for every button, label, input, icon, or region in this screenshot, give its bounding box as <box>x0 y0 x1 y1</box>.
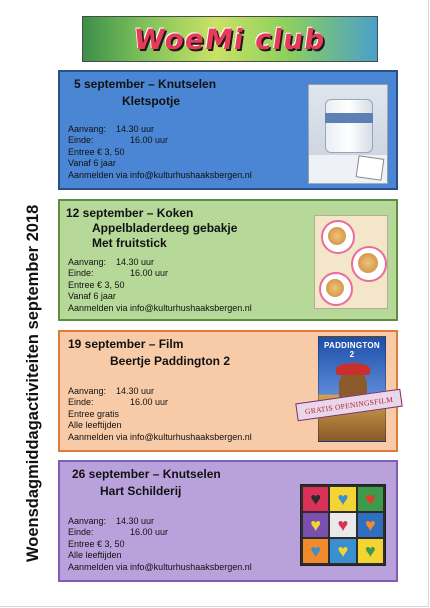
heart-icon: ♥ <box>310 541 321 561</box>
heart-tile <box>330 539 355 563</box>
signup-text: Aanmelden via info@kulturhushaaksbergen.nl <box>68 431 252 442</box>
card-subheading: Kletspotje <box>122 94 181 108</box>
hearts-painting-photo <box>300 484 386 566</box>
activity-card-appelbladerdeeg <box>58 199 398 321</box>
card-details <box>68 124 252 181</box>
einde-label: Einde: <box>68 135 94 146</box>
heart-icon: ♥ <box>337 515 349 535</box>
entree-text: Entree € 3, 50 <box>68 279 125 290</box>
free-film-ribbon: GRATIS OPENINGSFILM <box>295 389 402 422</box>
card-heading: 12 september – Koken <box>66 206 194 220</box>
heart-tile <box>330 513 355 537</box>
aanvang-label: Aanvang: <box>68 516 107 526</box>
einde-value: 16.00 uur <box>130 527 169 538</box>
paddington-poster <box>318 336 386 442</box>
heart-icon: ♥ <box>364 489 376 509</box>
einde-value: 16.00 uur <box>130 397 169 408</box>
age-text: Vanaf 6 jaar <box>68 158 116 169</box>
heart-tile <box>303 539 328 563</box>
aanvang-label: Aanvang: <box>68 386 107 396</box>
einde-label: Einde: <box>68 268 94 279</box>
jar-photo <box>308 84 388 184</box>
heart-tile <box>358 539 383 563</box>
aanvang-value: 14.30 uur <box>116 516 155 526</box>
heart-icon: ♥ <box>364 541 376 561</box>
heart-tile <box>358 513 383 537</box>
activity-card-hart-schilderij <box>58 460 398 582</box>
heart-tile <box>330 487 355 511</box>
heart-icon: ♥ <box>337 489 349 509</box>
heart-icon: ♥ <box>364 515 376 535</box>
heart-icon: ♥ <box>310 515 321 535</box>
aanvang-value: 14.30 uur <box>116 386 155 396</box>
aanvang-label: Aanvang: <box>68 124 107 134</box>
heart-tile <box>303 487 328 511</box>
card-details <box>68 257 252 314</box>
age-text: Alle leeftijden <box>68 550 122 561</box>
activity-card-kletspotje <box>58 70 398 190</box>
einde-label: Einde: <box>68 527 94 538</box>
age-text: Vanaf 6 jaar <box>68 291 116 302</box>
einde-label: Einde: <box>68 397 94 408</box>
card-details <box>68 386 252 443</box>
einde-value: 16.00 uur <box>130 135 169 146</box>
signup-text: Aanmelden via info@kulturhushaaksbergen.nl <box>68 302 252 313</box>
card-subheading: Hart Schilderij <box>100 484 182 498</box>
poster-title: PADDINGTON 2 <box>323 341 381 359</box>
card-heading: 19 september – Film <box>68 337 184 351</box>
pastry-photo <box>314 215 388 309</box>
card-subheading: Appelbladerdeeg gebakje <box>92 221 238 235</box>
card-heading: 26 september – Knutselen <box>72 467 221 481</box>
signup-text: Aanmelden via info@kulturhushaaksbergen.nl <box>68 169 252 180</box>
aanvang-value: 14.30 uur <box>116 257 155 267</box>
card-heading: 5 september – Knutselen <box>74 77 217 91</box>
entree-text: Entree gratis <box>68 408 120 419</box>
entree-text: Entree € 3, 50 <box>68 538 125 549</box>
signup-text: Aanmelden via info@kulturhushaaksbergen.nl <box>68 561 252 572</box>
entree-text: Entree € 3, 50 <box>68 146 125 157</box>
aanvang-label: Aanvang: <box>68 257 107 267</box>
age-text: Alle leeftijden <box>68 420 122 431</box>
heart-icon: ♥ <box>310 489 321 509</box>
side-title: Woensdagmiddagactiviteiten september 2018 <box>24 204 42 562</box>
heart-icon: ♥ <box>337 541 349 561</box>
woemi-club-logo <box>82 16 378 62</box>
card-subheading-2: Met fruitstick <box>92 236 167 250</box>
aanvang-value: 14.30 uur <box>116 124 155 134</box>
card-subheading: Beertje Paddington 2 <box>110 354 231 368</box>
heart-tile <box>358 487 383 511</box>
activity-card-paddington <box>58 330 398 452</box>
heart-tile <box>303 513 328 537</box>
logo-text: WoeMi club <box>131 22 329 56</box>
card-details <box>68 516 252 573</box>
einde-value: 16.00 uur <box>130 268 169 279</box>
